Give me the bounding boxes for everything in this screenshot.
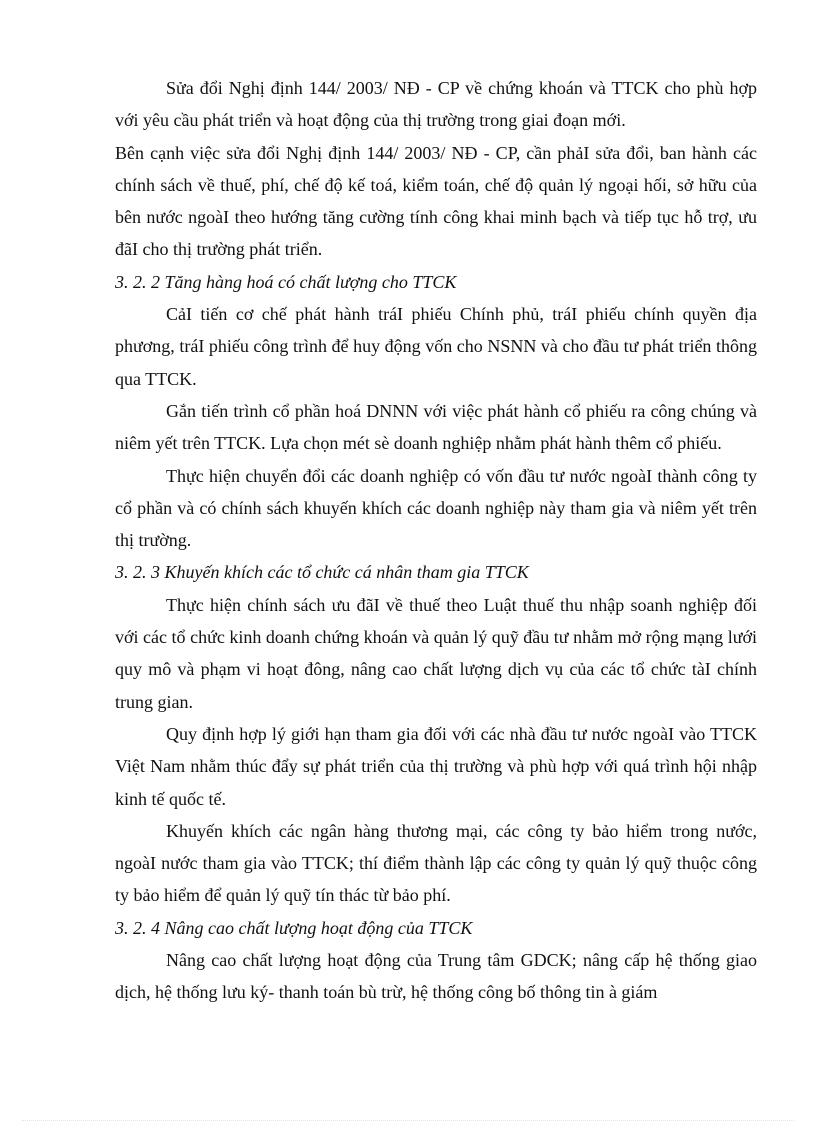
page-bottom-divider bbox=[22, 1120, 794, 1121]
section-heading-3-2-3: 3. 2. 3 Khuyến khích các tổ chức cá nhân tham gia TTCK bbox=[115, 562, 529, 583]
section-heading-3-2-4: 3. 2. 4 Nâng cao chất lượng hoạt động của TTCK bbox=[115, 917, 473, 938]
paragraph-policy-amendments: Bên cạnh việc sửa đổi Nghị định 144/ 2003/ NĐ - CP, cần phảI sửa đổi, ban hành các chính sách về thuế, phí, chế độ kế toá, kiểm toán, chế độ quản lý ngoại hối, sở hữu của bên nước ngoàI theo hướng tăng cường tính công khai minh bạch và tiếp tục hỗ trợ, ưu đãI cho thị trường phát triển. bbox=[115, 142, 757, 260]
paragraph-tax-incentives: Thực hiện chính sách ưu đãI về thuế theo Luật thuế thu nhập soanh nghiệp đối với các tổ chức kinh doanh chứng khoán và quản lý quỹ đầu tư nhằm mở rộng mạng lưới quy mô và phạm vi hoạt đông, nâng cao chất lượng dịch vụ của các tổ chức tàI chính trung gian. bbox=[115, 594, 757, 712]
paragraph-amend-decree: Sửa đổi Nghị định 144/ 2003/ NĐ - CP về chứng khoán và TTCK cho phù hợp với yêu cầu phát triển và hoạt động của thị trường trong giai đoạn mới. bbox=[115, 78, 757, 131]
paragraph-trading-center-quality: Nâng cao chất lượng hoạt động của Trung tâm GDCK; nâng cấp hệ thống giao dịch, hệ thống lưu ký- thanh toán bù trừ, hệ thống công bố thông tin à giám bbox=[115, 950, 757, 1003]
paragraph-equitization: Gắn tiến trình cổ phần hoá DNNN với việc phát hành cổ phiếu ra công chúng và niêm yết trên TTCK. Lựa chọn mét sè doanh nghiệp nhằm phát hành thêm cổ phiếu. bbox=[115, 400, 757, 454]
paragraph-foreign-investor-limits: Quy định hợp lý giới hạn tham gia đối với các nhà đầu tư nước ngoàI vào TTCK Việt Nam nhằm thúc đẩy sự phát triển của thị trường và phù hợp với quá trình hội nhập kinh tế quốc tế. bbox=[115, 723, 757, 809]
section-heading-3-2-2: 3. 2. 2 Tăng hàng hoá có chất lượng cho TTCK bbox=[115, 271, 457, 292]
paragraph-banks-insurers: Khuyến khích các ngân hàng thương mại, các công ty bảo hiểm trong nước, ngoàI nước tham gia vào TTCK; thí điểm thành lập các công ty quản lý quỹ thuộc công ty bảo hiểm để quản lý quỹ tín thác từ bảo phí. bbox=[115, 820, 757, 906]
paragraph-bond-issuance: CảI tiến cơ chế phát hành tráI phiếu Chính phủ, tráI phiếu chính quyền địa phương, tráI phiếu công trình để huy động vốn cho NSNN và cho đầu tư phát triển thông qua TTCK. bbox=[115, 304, 757, 389]
document-body bbox=[115, 72, 757, 1009]
paragraph-fdi-conversion: Thực hiện chuyển đổi các doanh nghiệp có vốn đầu tư nước ngoàI thành công ty cổ phần và có chính sách khuyến khích các doanh nghiệp này tham gia và niêm yết trên thị trường. bbox=[115, 465, 757, 551]
